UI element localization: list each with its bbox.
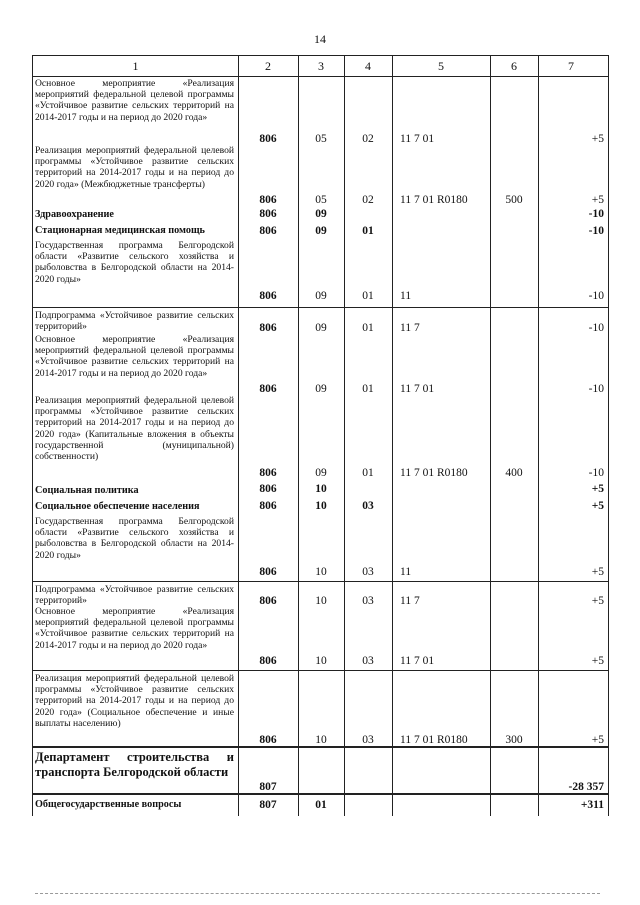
budget-table <box>32 55 609 816</box>
cell-ministry: 806 <box>259 290 277 302</box>
cell-target-article: 11 <box>400 566 412 578</box>
cell-section: 09 <box>315 225 327 237</box>
cell-subsection: 03 <box>362 655 374 667</box>
cell-section: 10 <box>315 483 327 495</box>
cell-section: 10 <box>315 500 327 512</box>
cell-target-article: 11 7 01 R0180 <box>400 194 468 206</box>
row-name: Социальное обеспечение населения <box>35 501 200 512</box>
row-name: Реализация мероприятий федеральной целевой программы «Устойчивое развитие сельских территорий на 2014-2017 годы и на период до 2020 года» (Капитальные вложения в объекты государственной (муниципальной) собственности) <box>35 395 234 463</box>
header-col-5: 5 <box>438 59 444 73</box>
page-bottom-divider <box>35 893 600 894</box>
row-name: Реализация мероприятий федеральной целевой программы «Устойчивое развитие сельских территорий на 2014-2017 годы и на период до 2020 года» (Межбюджетные трансферты) <box>35 145 234 190</box>
cell-amount: +5 <box>591 194 604 206</box>
cell-ministry: 807 <box>259 799 277 811</box>
table-row <box>33 206 608 220</box>
table-row <box>33 670 608 746</box>
cell-amount: +5 <box>591 500 604 512</box>
cell-section: 05 <box>315 194 327 206</box>
cell-ministry: 806 <box>259 194 277 206</box>
cell-section: 01 <box>315 799 327 811</box>
cell-section: 10 <box>315 734 327 746</box>
cell-ministry: 806 <box>259 322 277 334</box>
header-col-4: 4 <box>365 59 371 73</box>
cell-section: 09 <box>315 467 327 479</box>
table-row <box>33 497 608 512</box>
row-name: Подпрограмма «Устойчивое развитие сельских территорий» <box>35 584 234 607</box>
cell-amount: +311 <box>580 799 604 811</box>
cell-subsection: 01 <box>362 467 374 479</box>
row-name: Подпрограмма «Устойчивое развитие сельских территорий» <box>35 310 234 333</box>
cell-subsection: 01 <box>362 383 374 395</box>
row-name: Здравоохранение <box>35 209 114 220</box>
table-row <box>33 78 608 145</box>
cell-section: 05 <box>315 133 327 145</box>
cell-target-article: 11 7 01 <box>400 655 435 667</box>
cell-section: 09 <box>315 208 327 220</box>
cell-amount: +5 <box>591 483 604 495</box>
cell-section: 10 <box>315 566 327 578</box>
header-col-3: 3 <box>318 59 324 73</box>
table-row <box>33 606 608 667</box>
cell-subsection: 01 <box>362 290 374 302</box>
cell-section: 10 <box>315 655 327 667</box>
cell-subsection: 01 <box>362 225 374 237</box>
cell-amount: +5 <box>591 655 604 667</box>
row-name: Общегосударственные вопросы <box>35 799 182 810</box>
cell-subsection: 03 <box>362 500 374 512</box>
header-col-2: 2 <box>265 59 271 73</box>
table-row <box>33 334 608 395</box>
row-name: Основное мероприятие «Реализация мероприятий федеральной целевой программы «Устойчивое развитие сельских территорий на 2014-2017 годы и на период до 2020 года» <box>35 78 234 123</box>
header-col-1: 1 <box>132 59 139 73</box>
row-name: Основное мероприятие «Реализация мероприятий федеральной целевой программы «Устойчивое развитие сельских территорий на 2014-2017 годы и на период до 2020 года» <box>35 334 234 379</box>
cell-ministry: 806 <box>259 225 277 237</box>
row-name: Реализация мероприятий федеральной целевой программы «Устойчивое развитие сельских территорий на 2014-2017 годы и на период до 2020 года» (Социальное обеспечение и иные выплаты населению) <box>35 673 234 729</box>
cell-ministry: 806 <box>259 500 277 512</box>
cell-target-article: 11 7 01 <box>400 383 435 395</box>
table-row <box>33 746 608 795</box>
row-name: Стационарная медицинская помощь <box>35 225 205 236</box>
cell-target-article: 11 7 01 <box>400 133 435 145</box>
cell-ministry: 806 <box>259 734 277 746</box>
cell-subsection: 03 <box>362 595 374 607</box>
row-name: Социальная политика <box>35 485 139 496</box>
table-row <box>33 307 608 334</box>
page-number: 14 <box>314 32 326 46</box>
cell-ministry: 806 <box>259 483 277 495</box>
cell-subsection: 02 <box>362 133 374 145</box>
row-name: Департамент строительства и транспорта Белгородской области <box>35 750 234 779</box>
cell-target-article: 11 7 01 R0180 <box>400 734 468 746</box>
row-name: Основное мероприятие «Реализация мероприятий федеральной целевой программы «Устойчивое развитие сельских территорий на 2014-2017 годы и на период до 2020 года» <box>35 606 234 651</box>
cell-subsection: 03 <box>362 566 374 578</box>
cell-amount: +5 <box>591 133 604 145</box>
cell-ministry: 806 <box>259 566 277 578</box>
cell-section: 09 <box>315 383 327 395</box>
table-row <box>33 516 608 578</box>
cell-amount: -10 <box>588 467 604 479</box>
cell-expense-type: 400 <box>505 467 523 479</box>
cell-amount: +5 <box>591 734 604 746</box>
cell-ministry: 806 <box>259 595 277 607</box>
table-header <box>33 56 608 77</box>
cell-amount: -10 <box>588 290 604 302</box>
table-row <box>33 480 608 495</box>
cell-section: 10 <box>315 595 327 607</box>
cell-amount: -10 <box>588 225 604 237</box>
cell-section: 09 <box>315 290 327 302</box>
cell-ministry: 806 <box>259 655 277 667</box>
header-col-7: 7 <box>568 59 574 73</box>
cell-expense-type: 300 <box>505 734 523 746</box>
cell-target-article: 11 <box>400 290 412 302</box>
row-name: Государственная программа Белгородской области «Развитие сельского хозяйства и рыболовства в Белгородской области на 2014-2020 годы» <box>35 240 234 285</box>
row-name: Государственная программа Белгородской области «Развитие сельского хозяйства и рыболовства в Белгородской области на 2014-2020 годы» <box>35 516 234 561</box>
table-row <box>33 145 608 206</box>
cell-amount: -10 <box>588 322 604 334</box>
cell-ministry: 806 <box>259 383 277 395</box>
cell-ministry: 806 <box>259 133 277 145</box>
cell-subsection: 03 <box>362 734 374 746</box>
cell-target-article: 11 7 01 R0180 <box>400 467 468 479</box>
cell-expense-type: 500 <box>505 194 523 206</box>
cell-ministry: 806 <box>259 467 277 479</box>
cell-ministry: 807 <box>259 781 277 793</box>
cell-amount: -28 357 <box>568 781 604 793</box>
cell-amount: -10 <box>588 383 604 395</box>
cell-section: 09 <box>315 322 327 334</box>
table-row <box>33 220 608 237</box>
cell-amount: +5 <box>591 566 604 578</box>
table-row <box>33 795 608 811</box>
header-col-6: 6 <box>511 59 517 73</box>
cell-ministry: 806 <box>259 208 277 220</box>
cell-amount: -10 <box>588 208 604 220</box>
table-row <box>33 581 608 607</box>
table-row <box>33 240 608 302</box>
table-row <box>33 395 608 479</box>
cell-subsection: 02 <box>362 194 374 206</box>
cell-target-article: 11 7 <box>400 595 420 607</box>
cell-subsection: 01 <box>362 322 374 334</box>
cell-target-article: 11 7 <box>400 322 420 334</box>
cell-amount: +5 <box>591 595 604 607</box>
